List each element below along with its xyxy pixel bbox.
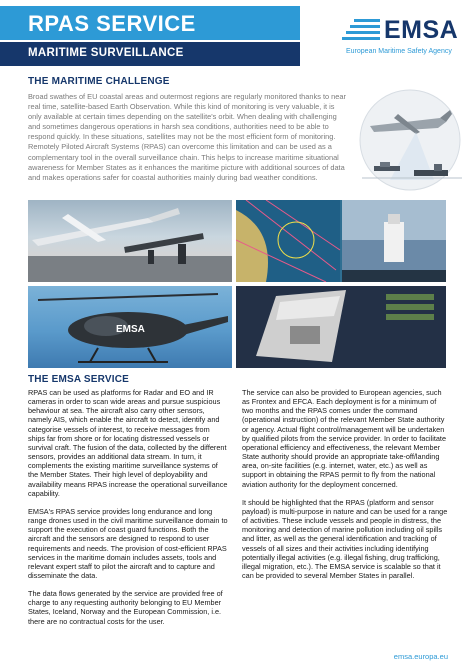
section-heading-service: THE EMSA SERVICE: [28, 374, 129, 385]
service-paragraph: RPAS can be used as platforms for Radar and EO and IR cameras in order to scan wide areas and pursue suspicious behaviour at sea. The aircraft also carry other sensors, namely AIS, which enable the aircraft to detect, identify and categorise vessels of interest, to receive messages from ships far from shore or for locating distressed vessels or survival craft. The fusion of the data, collected by the different sensors, provides an additional data stream. In turn, it complements the existing maritime surveillance systems of the Member States. Their high level of deployability and availability means RPAS increase the operational surveillance capability.: [28, 388, 228, 498]
drone-launcher-graphic: [28, 200, 232, 282]
helicopter-drone-graphic: [28, 286, 232, 368]
photo-emsa-helicopter-drone: [28, 286, 232, 368]
photo-sensor-display: [236, 200, 446, 282]
eu-flag-icon: [340, 18, 382, 42]
page-subtitle: MARITIME SURVEILLANCE: [28, 47, 184, 59]
challenge-intro-text: Broad swathes of EU coastal areas and outermost regions are regularly monitored thanks to near real time, satellite-based Earth Observation. While this kind of monitoring is very valuable, it is only available at certain times depending on the satellite's orbit. When dealing with challenging and sometimes dangerous operations in harsh sea conditions, authorities need to be able to respond quickly. In these situations, satellites may not be the most efficient form of monitoring. Remotely Piloted Aircraft Systems (RPAS) can overcome this limitation and can be used as a complementary tool in the overall surveillance chain. This helps to increase maritime situational awareness for Member States as it enhances the maritime picture with additional sources of data and makes operations safer for coastal authorities mainly during bad weather conditions.: [28, 92, 346, 182]
service-paragraph: It should be highlighted that the RPAS (platform and sensor payload) is multi-purpose in nature and can be used for a range of activities. These include vessels and people in distress, the monitoring and detection of marine pollution including oil spills and litter, as well as the general identification and tracking of vessels of all sizes and their activities including identifying potentially illegal activities (e.g. illegal fishing, drug trafficking, illegal migration, etc.). The EMSA service is scalable so that it can be provided to several Member States in parallel.: [242, 497, 448, 580]
helicopter-livery-label: EMSA: [116, 324, 145, 335]
service-paragraph: The service can also be provided to European agencies, such as Frontex and EFCA. Each deployment is for a minimum of two months and the RPAS comes under the command (operational instruction) of the relevant Member State authority or agency. Actual flight control/management will be undertaken by qualified pilots from the service provider. In order to facilitate operational efficiency and effectiveness, the relevant Member State authority should provide an appropriate take-off/landing area, on-site facilities (e.g. internet, water, etc.) as well as support in obtaining the RPAS permit to fly from the national aviation authority for the deployment concerned.: [242, 388, 447, 489]
service-column-right: [242, 388, 448, 589]
page-title: RPAS SERVICE: [28, 11, 196, 36]
vessel-aerial-graphic: [236, 286, 446, 368]
photo-vessel-aerial: [236, 286, 446, 368]
logo-tagline: European Maritime Safety Agency: [346, 48, 452, 55]
title-band: [0, 6, 300, 40]
subtitle-band: [0, 42, 300, 66]
service-paragraph: The data flows generated by the service are provided free of charge to any requesting authority belonging to EU Member States, Iceland, Norway and the European Commission, i.e. there are no contractual costs for the user.: [28, 589, 223, 626]
section-heading-challenge: THE MARITIME CHALLENGE: [28, 76, 170, 87]
service-paragraph: EMSA's RPAS service provides long endurance and long range drones used in the civil maritime surveillance domain to support the execution of coast guard functions. Both the aircraft and the sensors are designed to respond to user requirements and needs. The provision of cost-efficient RPAS services in the maritime domain includes assets, tools and relevant expert staff to pilot the aircraft and to capture and disseminate the data.: [28, 506, 228, 580]
photo-drone-launcher: [28, 200, 232, 282]
emsa-logo[interactable]: [340, 16, 465, 66]
drone-surveillance-illustration: [350, 88, 468, 196]
service-column-left: [28, 388, 228, 635]
page-header: [0, 0, 474, 72]
sensor-display-graphic: [236, 200, 446, 282]
logo-wordmark: EMSA: [384, 16, 459, 44]
footer-website-link[interactable]: emsa.europa.eu: [393, 652, 448, 661]
